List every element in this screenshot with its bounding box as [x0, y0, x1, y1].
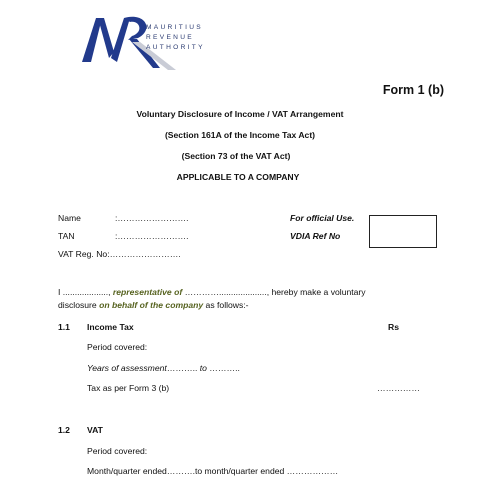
logo-line-1: MAURITIUS: [146, 24, 203, 31]
tax-form3b-label: Tax as per Form 3 (b): [87, 383, 170, 393]
name-label: Name: [58, 213, 81, 223]
income-tax-title: Income Tax: [87, 322, 134, 332]
official-use-label: For official Use.: [290, 213, 355, 223]
logo-line-2: REVENUE: [146, 34, 194, 41]
vat-period-range[interactable]: Month/quarter ended……….to month/quarter ended ………………: [87, 466, 339, 476]
vdia-ref-label: VDIA Ref No: [290, 231, 341, 241]
vat-period-label: Period covered:: [87, 446, 148, 456]
declaration-text-1: I ...................,: [58, 287, 113, 297]
logo-text: [146, 23, 205, 53]
declaration-on-behalf: on behalf of the company: [99, 300, 204, 310]
declaration-representative: representative of: [112, 287, 183, 297]
vat-reg-field[interactable]: VAT Reg. No:…………………….: [58, 249, 181, 259]
form-number: Form 1 (b): [382, 83, 444, 97]
tan-field[interactable]: :…………………….: [115, 231, 189, 241]
declaration-text-4: as follows:-: [203, 300, 249, 310]
years-of-assessment-line: [87, 363, 240, 373]
section-income-tax-act: (Section 161A of the Income Tax Act): [164, 130, 316, 140]
declaration-line-1: [58, 287, 366, 297]
vat-title: VAT: [87, 425, 103, 435]
name-field[interactable]: :…………………….: [115, 213, 189, 223]
years-to-label: to: [199, 363, 207, 373]
declaration-line-2: [58, 300, 249, 310]
years-from-field[interactable]: ………..: [166, 363, 198, 373]
vdia-ref-box[interactable]: [369, 215, 437, 248]
tan-label: TAN: [58, 231, 75, 241]
income-tax-period-label: Period covered:: [87, 342, 148, 352]
section-vat-act: (Section 73 of the VAT Act): [181, 151, 291, 161]
form-title: Voluntary Disclosure of Income / VAT Arrangement: [136, 109, 344, 119]
years-to-field[interactable]: ………..: [209, 363, 240, 373]
currency-label: Rs: [388, 322, 399, 332]
income-tax-number: 1.1: [58, 322, 70, 332]
tax-form3b-amount[interactable]: ……………: [377, 383, 420, 393]
years-label: Years of assessment: [87, 363, 167, 373]
logo-line-3: AUTHORITY: [146, 44, 205, 51]
applicability-heading: APPLICABLE TO A COMPANY: [176, 172, 300, 182]
declaration-text-2: …………...................., hereby make a voluntary: [182, 287, 366, 297]
declaration-text-3: disclosure: [58, 300, 100, 310]
vat-number: 1.2: [58, 425, 70, 435]
